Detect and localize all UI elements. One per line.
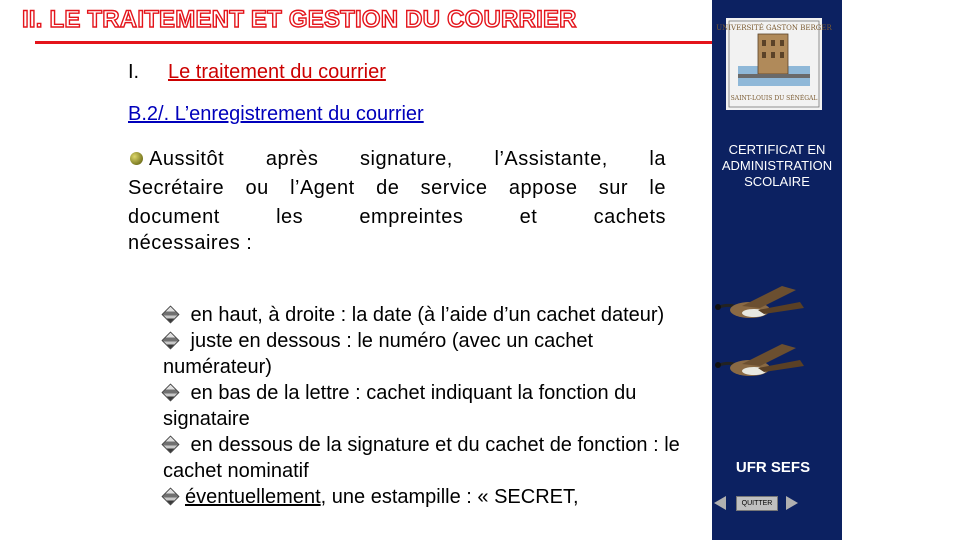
bullet-text: juste en dessous : le numéro (avec un cachet numérateur) [163, 330, 594, 378]
title-underline [35, 41, 715, 44]
bullet-underlined-word: éventuellement [185, 486, 321, 508]
bullet-icon [161, 332, 179, 350]
arrow-right-icon[interactable] [786, 496, 798, 510]
section-title: Le traitement du courrier [168, 61, 386, 83]
intro-line-text: Aussitôt après signature, l’Assistante, la [149, 148, 666, 170]
list-item [163, 484, 683, 510]
certificate-line: CERTIFICAT EN [728, 142, 826, 157]
geese-icon [712, 280, 812, 390]
bullet-text: , une estampille : « SECRET, [320, 486, 579, 508]
department-label: UFR SEFS [735, 459, 811, 476]
bullet-text: en dessous de la signature et du cachet de fonction : le cachet nominatif [163, 434, 680, 482]
bullet-icon [161, 306, 179, 324]
intro-last-line: nécessaires : [128, 232, 253, 254]
certificate-line: SCOLAIRE [744, 174, 810, 189]
intro-paragraph [128, 145, 666, 232]
bullet-text: en haut, à droite : la date (à l’aide d’un cachet dateur) [185, 304, 665, 326]
bullet-icon [161, 488, 179, 506]
quit-button[interactable]: QUITTER [736, 496, 778, 511]
logo-text-bottom: SAINT-LOUIS DU SÉNÉGAL [730, 95, 818, 102]
list-item [163, 380, 683, 432]
logo-text-top: UNIVERSITÉ GASTON BERGER [716, 24, 832, 32]
bullet-icon [161, 384, 179, 402]
bullet-icon [130, 152, 143, 165]
slide-title: II. LE TRAITEMENT ET GESTION DU COURRIER [22, 6, 577, 33]
certificate-line: ADMINISTRATION [721, 158, 833, 173]
intro-line: document les empreintes et cachets [128, 206, 666, 228]
list-item [163, 432, 683, 484]
subsection-title: B.2/. L’enregistrement du courrier [128, 103, 424, 125]
list-item [163, 302, 683, 328]
list-item [163, 328, 683, 380]
intro-line: Secrétaire ou l’Agent de service appose sur le [128, 177, 666, 199]
arrow-left-icon[interactable] [714, 496, 726, 510]
bullet-text: en bas de la lettre : cachet indiquant la fonction du signataire [163, 382, 637, 430]
section-number: I. [128, 61, 140, 83]
bullet-list [163, 302, 683, 510]
certificate-label [712, 142, 842, 190]
intro-line [128, 145, 666, 174]
bullet-icon [161, 436, 179, 454]
university-logo-icon [716, 18, 832, 110]
